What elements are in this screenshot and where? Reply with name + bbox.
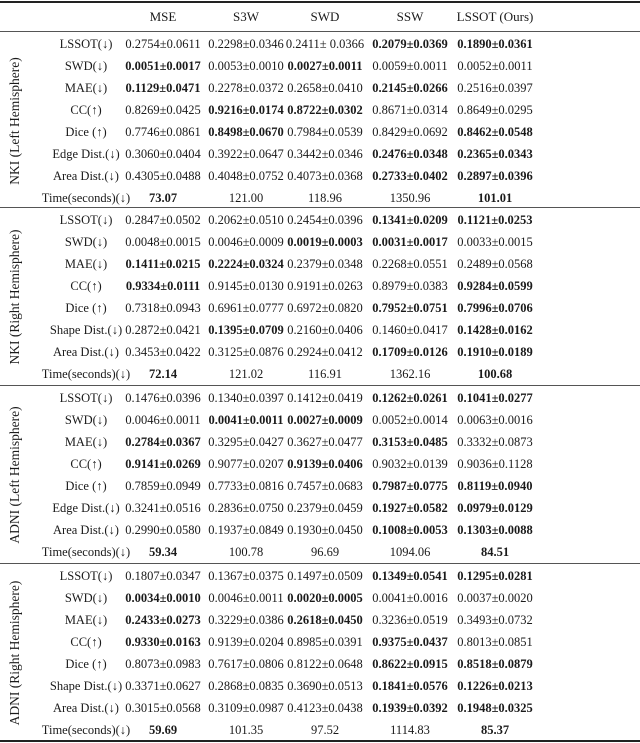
table-cell: 0.3332±0.0873	[457, 435, 533, 449]
table-cell: 0.2784±0.0367	[125, 435, 201, 449]
section-label-text: ADNI (Right Hemisphere)	[7, 580, 22, 726]
table-cell: 0.1910±0.0189	[457, 345, 533, 359]
header-swd: SWD	[310, 9, 340, 24]
table-cell: 0.2365±0.0343	[457, 147, 533, 161]
table-cell: 0.8518±0.0879	[457, 657, 533, 671]
table-row	[0, 275, 640, 297]
table-cell: 0.7952±0.0751	[372, 301, 448, 315]
table-cell: 0.4305±0.0488	[125, 169, 201, 183]
metric-label: LSSOT(↓)	[59, 213, 113, 227]
table-row	[0, 719, 640, 741]
table-cell: 0.1497±0.0509	[287, 569, 363, 583]
table-row	[0, 675, 640, 697]
table-cell: 0.7987±0.0775	[372, 479, 448, 493]
table-cell: 0.8985±0.0391	[287, 635, 363, 649]
table-cell: 0.3690±0.0513	[287, 679, 363, 693]
table-cell: 0.2897±0.0396	[457, 169, 533, 183]
section-adni-right	[0, 564, 640, 742]
metric-label: Time(seconds)(↓)	[41, 545, 131, 559]
table-cell: 0.2411± 0.0366	[285, 37, 365, 51]
table-cell: 0.8122±0.0648	[287, 657, 363, 671]
table-cell: 0.1890±0.0361	[457, 37, 533, 51]
table-cell: 0.1395±0.0709	[208, 323, 284, 337]
table-cell: 0.8119±0.0940	[457, 479, 533, 493]
table-cell: 0.1295±0.0281	[457, 569, 533, 583]
table-cell: 0.8429±0.0692	[372, 125, 448, 139]
table-row	[0, 121, 640, 143]
table-row	[0, 341, 640, 363]
table-cell: 0.2145±0.0266	[372, 81, 448, 95]
metric-label: MAE(↓)	[64, 81, 108, 95]
table-cell: 0.1341±0.0209	[372, 213, 448, 227]
table-cell: 0.2079±0.0369	[372, 37, 448, 51]
table-cell: 0.2847±0.0502	[125, 213, 201, 227]
table-cell: 0.1226±0.0213	[457, 679, 533, 693]
table-cell: 0.3493±0.0732	[457, 613, 533, 627]
table-cell: 0.7996±0.0706	[457, 301, 533, 315]
table-cell: 0.4048±0.0752	[208, 169, 284, 183]
metric-label: Dice (↑)	[65, 301, 107, 315]
section-adni-left	[0, 386, 640, 564]
table-cell: 0.8722±0.0302	[287, 103, 363, 117]
table-cell: 101.01	[477, 191, 513, 205]
table-cell: 0.3371±0.0627	[125, 679, 201, 693]
table-cell: 0.7318±0.0943	[125, 301, 201, 315]
table-row	[0, 165, 640, 187]
table-cell: 0.9334±0.0111	[125, 279, 201, 293]
table-cell: 101.35	[228, 723, 264, 737]
table-cell: 0.1129±0.0471	[125, 81, 201, 95]
header-mse: MSE	[149, 9, 177, 24]
header-s3w: S3W	[233, 9, 259, 24]
metric-label: Area Dist.(↓)	[53, 523, 119, 537]
table-cell: 0.1460±0.0417	[372, 323, 448, 337]
table-cell: 0.3236±0.0519	[372, 613, 448, 627]
table-cell: 0.0041±0.0011	[208, 413, 284, 427]
table-cell: 0.7984±0.0539	[287, 125, 363, 139]
table-cell: 59.34	[148, 545, 178, 559]
metric-label: SWD(↓)	[64, 413, 108, 427]
table-cell: 0.1930±0.0450	[287, 523, 363, 537]
table-cell: 121.00	[228, 191, 264, 205]
table-cell: 0.2516±0.0397	[457, 81, 533, 95]
section-rule	[0, 207, 640, 208]
table-cell: 0.1937±0.0849	[208, 523, 284, 537]
table-cell: 0.0046±0.0011	[208, 591, 284, 605]
table-cell: 0.3241±0.0516	[125, 501, 201, 515]
table-cell: 0.2160±0.0406	[287, 323, 363, 337]
table-cell: 0.9284±0.0599	[457, 279, 533, 293]
table-cell: 0.2618±0.0450	[287, 613, 363, 627]
table-cell: 0.7746±0.0861	[125, 125, 201, 139]
table-cell: 0.2872±0.0421	[125, 323, 201, 337]
metric-label: SWD(↓)	[64, 591, 108, 605]
table-cell: 0.0046±0.0009	[208, 235, 284, 249]
metric-label: CC(↑)	[70, 103, 102, 117]
table-cell: 0.2268±0.0551	[372, 257, 448, 271]
table-cell: 0.2836±0.0750	[208, 501, 284, 515]
table-cell: 0.0053±0.0010	[208, 59, 284, 73]
table-cell: 0.9330±0.0163	[125, 635, 201, 649]
table-cell: 84.51	[480, 545, 510, 559]
table-cell: 0.1367±0.0375	[208, 569, 284, 583]
table-cell: 0.9139±0.0204	[208, 635, 284, 649]
table-row	[0, 519, 640, 541]
table-cell: 0.1807±0.0347	[125, 569, 201, 583]
table-cell: 0.2379±0.0459	[287, 501, 363, 515]
table-cell: 0.6972±0.0820	[287, 301, 363, 315]
table-cell: 0.0059±0.0011	[372, 59, 448, 73]
section-label-text: NKI (Left Hemisphere)	[7, 57, 22, 185]
metric-label: SWD(↓)	[64, 235, 108, 249]
table-cell: 85.37	[480, 723, 510, 737]
table-row	[0, 475, 640, 497]
table-row	[0, 587, 640, 609]
section-rule	[0, 563, 640, 564]
metric-label: CC(↑)	[70, 635, 102, 649]
table-cell: 0.4073±0.0368	[287, 169, 363, 183]
table-cell: 0.1041±0.0277	[457, 391, 533, 405]
table-cell: 0.1412±0.0419	[287, 391, 363, 405]
table-cell: 0.3922±0.0647	[208, 147, 284, 161]
table-cell: 0.1948±0.0325	[457, 701, 533, 715]
table-cell: 0.7859±0.0949	[125, 479, 201, 493]
table-cell: 0.1121±0.0253	[457, 213, 533, 227]
table-cell: 0.3453±0.0422	[125, 345, 201, 359]
table-cell: 0.7617±0.0806	[208, 657, 284, 671]
table-cell: 0.2489±0.0568	[457, 257, 533, 271]
table-cell: 0.8498±0.0670	[208, 125, 284, 139]
table-cell: 0.3229±0.0386	[208, 613, 284, 627]
table-cell: 0.0046±0.0011	[125, 413, 201, 427]
table-cell: 0.0019±0.0003	[287, 235, 363, 249]
table-cell: 0.0051±0.0017	[125, 59, 201, 73]
table-cell: 0.3125±0.0876	[208, 345, 284, 359]
table-cell: 0.0052±0.0014	[372, 413, 448, 427]
table-row	[0, 609, 640, 631]
metric-label: Shape Dist.(↓)	[49, 679, 123, 693]
table-row	[0, 387, 640, 409]
table-cell: 0.9145±0.0130	[208, 279, 284, 293]
table-cell: 0.9141±0.0269	[125, 457, 201, 471]
table-cell: 0.9191±0.0263	[287, 279, 363, 293]
table-cell: 0.3153±0.0485	[372, 435, 448, 449]
table-cell: 0.9077±0.0207	[208, 457, 284, 471]
table-cell: 100.68	[477, 367, 513, 381]
metric-label: Edge Dist.(↓)	[52, 147, 120, 161]
table-cell: 0.3295±0.0427	[208, 435, 284, 449]
table-cell: 97.52	[310, 723, 340, 737]
table-cell: 96.69	[310, 545, 340, 559]
table-cell: 118.96	[308, 191, 342, 205]
metric-label: LSSOT(↓)	[59, 37, 113, 51]
table-cell: 59.69	[148, 723, 178, 737]
metric-label: MAE(↓)	[64, 613, 108, 627]
table-cell: 100.78	[228, 545, 264, 559]
metric-label: Shape Dist.(↓)	[49, 323, 123, 337]
table-cell: 0.9375±0.0437	[372, 635, 448, 649]
table-cell: 0.0979±0.0129	[457, 501, 533, 515]
metric-label: Time(seconds)(↓)	[41, 367, 131, 381]
metric-label: Dice (↑)	[65, 657, 107, 671]
table-row	[0, 143, 640, 165]
table-cell: 72.14	[148, 367, 178, 381]
table-cell: 0.6961±0.0777	[208, 301, 284, 315]
table-cell: 0.1008±0.0053	[372, 523, 448, 537]
metric-label: Edge Dist.(↓)	[52, 501, 120, 515]
metric-label: MAE(↓)	[64, 435, 108, 449]
table-cell: 0.1927±0.0582	[372, 501, 448, 515]
table-row	[0, 253, 640, 275]
metric-label: Area Dist.(↓)	[53, 345, 119, 359]
metric-label: CC(↑)	[70, 457, 102, 471]
table-cell: 73.07	[148, 191, 178, 205]
table-row	[0, 497, 640, 519]
table-cell: 0.2924±0.0412	[287, 345, 363, 359]
table-cell: 0.4123±0.0438	[287, 701, 363, 715]
table-cell: 0.8649±0.0295	[457, 103, 533, 117]
header-ssw: SSW	[396, 9, 424, 24]
table-cell: 0.1841±0.0576	[372, 679, 448, 693]
table-row	[0, 319, 640, 341]
metric-label: Dice (↑)	[65, 125, 107, 139]
table-row	[0, 209, 640, 231]
section-label-text: NKI (Right Hemisphere)	[7, 229, 22, 365]
header-lssot: LSSOT (Ours)	[456, 9, 534, 24]
metric-label: Time(seconds)(↓)	[41, 191, 131, 205]
metric-label: Area Dist.(↓)	[53, 169, 119, 183]
table-cell: 0.3442±0.0346	[287, 147, 363, 161]
table-cell: 0.1939±0.0392	[372, 701, 448, 715]
metric-label: CC(↑)	[70, 279, 102, 293]
table-cell: 0.2990±0.0580	[125, 523, 201, 537]
table-cell: 0.7733±0.0816	[208, 479, 284, 493]
table-cell: 0.0033±0.0015	[457, 235, 533, 249]
table-cell: 0.8979±0.0383	[372, 279, 448, 293]
table-cell: 0.1340±0.0397	[208, 391, 284, 405]
table-row	[0, 297, 640, 319]
metric-label: Area Dist.(↓)	[53, 701, 119, 715]
table-cell: 0.2454±0.0396	[287, 213, 363, 227]
section-label-text: ADNI (Left Hemisphere)	[7, 406, 22, 544]
table-cell: 0.0052±0.0011	[457, 59, 533, 73]
table-cell: 0.8073±0.0983	[125, 657, 201, 671]
table-cell: 0.2062±0.0510	[208, 213, 284, 227]
table-cell: 0.9139±0.0406	[287, 457, 363, 471]
table-cell: 0.0037±0.0020	[457, 591, 533, 605]
table-cell: 0.9036±0.1128	[457, 457, 533, 471]
table-row	[0, 565, 640, 587]
table-cell: 0.2658±0.0410	[287, 81, 363, 95]
table-cell: 0.9216±0.0174	[208, 103, 284, 117]
metric-label: LSSOT(↓)	[59, 569, 113, 583]
table-cell: 0.8013±0.0851	[457, 635, 533, 649]
table-cell: 0.3627±0.0477	[287, 435, 363, 449]
table-cell: 0.8622±0.0915	[372, 657, 448, 671]
table-cell: 0.8462±0.0548	[457, 125, 533, 139]
table-cell: 0.0020±0.0005	[287, 591, 363, 605]
table-cell: 0.7457±0.0683	[287, 479, 363, 493]
table-row	[0, 453, 640, 475]
table-cell: 0.0034±0.0010	[125, 591, 201, 605]
section-rule	[0, 385, 640, 386]
table-cell: 0.3109±0.0987	[208, 701, 284, 715]
table-cell: 1350.96	[389, 191, 431, 205]
table-cell: 0.8671±0.0314	[372, 103, 448, 117]
table-row	[0, 541, 640, 563]
table-cell: 0.0063±0.0016	[457, 413, 533, 427]
table-row	[0, 363, 640, 385]
table-row	[0, 697, 640, 719]
table-cell: 0.1709±0.0126	[372, 345, 448, 359]
table-cell: 1114.83	[390, 723, 430, 737]
table-row	[0, 631, 640, 653]
metric-label: Dice (↑)	[65, 479, 107, 493]
table-cell: 116.91	[308, 367, 342, 381]
table-row	[0, 653, 640, 675]
table-cell: 0.3060±0.0404	[125, 147, 201, 161]
table-cell: 0.0031±0.0017	[372, 235, 448, 249]
table-cell: 0.1349±0.0541	[372, 569, 448, 583]
table-cell: 0.2298±0.0346	[208, 37, 284, 51]
table-cell: 0.2379±0.0348	[287, 257, 363, 271]
metric-label: MAE(↓)	[64, 257, 108, 271]
table-cell: 0.3015±0.0568	[125, 701, 201, 715]
table-row	[0, 77, 640, 99]
table-row	[0, 431, 640, 453]
table-cell: 0.1262±0.0261	[372, 391, 448, 405]
table-cell: 0.2433±0.0273	[125, 613, 201, 627]
table-cell: 0.0041±0.0016	[372, 591, 448, 605]
table-cell: 0.2733±0.0402	[372, 169, 448, 183]
table-cell: 0.2278±0.0372	[208, 81, 284, 95]
table-row	[0, 187, 640, 209]
table-cell: 0.2224±0.0324	[208, 257, 284, 271]
metric-label: LSSOT(↓)	[59, 391, 113, 405]
table-row	[0, 33, 640, 55]
metric-label: Time(seconds)(↓)	[41, 723, 131, 737]
table-cell: 1362.16	[389, 367, 431, 381]
table-row	[0, 99, 640, 121]
table-cell: 0.1428±0.0162	[457, 323, 533, 337]
table-header	[0, 2, 640, 31]
table-cell: 0.1303±0.0088	[457, 523, 533, 537]
table-cell: 1094.06	[389, 545, 431, 559]
table-cell: 121.02	[228, 367, 264, 381]
table-row	[0, 409, 640, 431]
table-row	[0, 231, 640, 253]
table-row	[0, 55, 640, 77]
table-cell: 0.0027±0.0009	[287, 413, 363, 427]
section-nki-left	[0, 32, 640, 210]
table-cell: 0.2476±0.0348	[372, 147, 448, 161]
table-cell: 0.2754±0.0611	[125, 37, 201, 51]
section-nki-right	[0, 208, 640, 386]
table-cell: 0.2868±0.0835	[208, 679, 284, 693]
table-cell: 0.0048±0.0015	[125, 235, 201, 249]
table-cell: 0.0027±0.0011	[287, 59, 363, 73]
table-cell: 0.1476±0.0396	[125, 391, 201, 405]
table-cell: 0.8269±0.0425	[125, 103, 201, 117]
table-cell: 0.1411±0.0215	[125, 257, 201, 271]
bottom-rule	[0, 740, 640, 742]
metric-label: SWD(↓)	[64, 59, 108, 73]
table-cell: 0.9032±0.0139	[372, 457, 448, 471]
